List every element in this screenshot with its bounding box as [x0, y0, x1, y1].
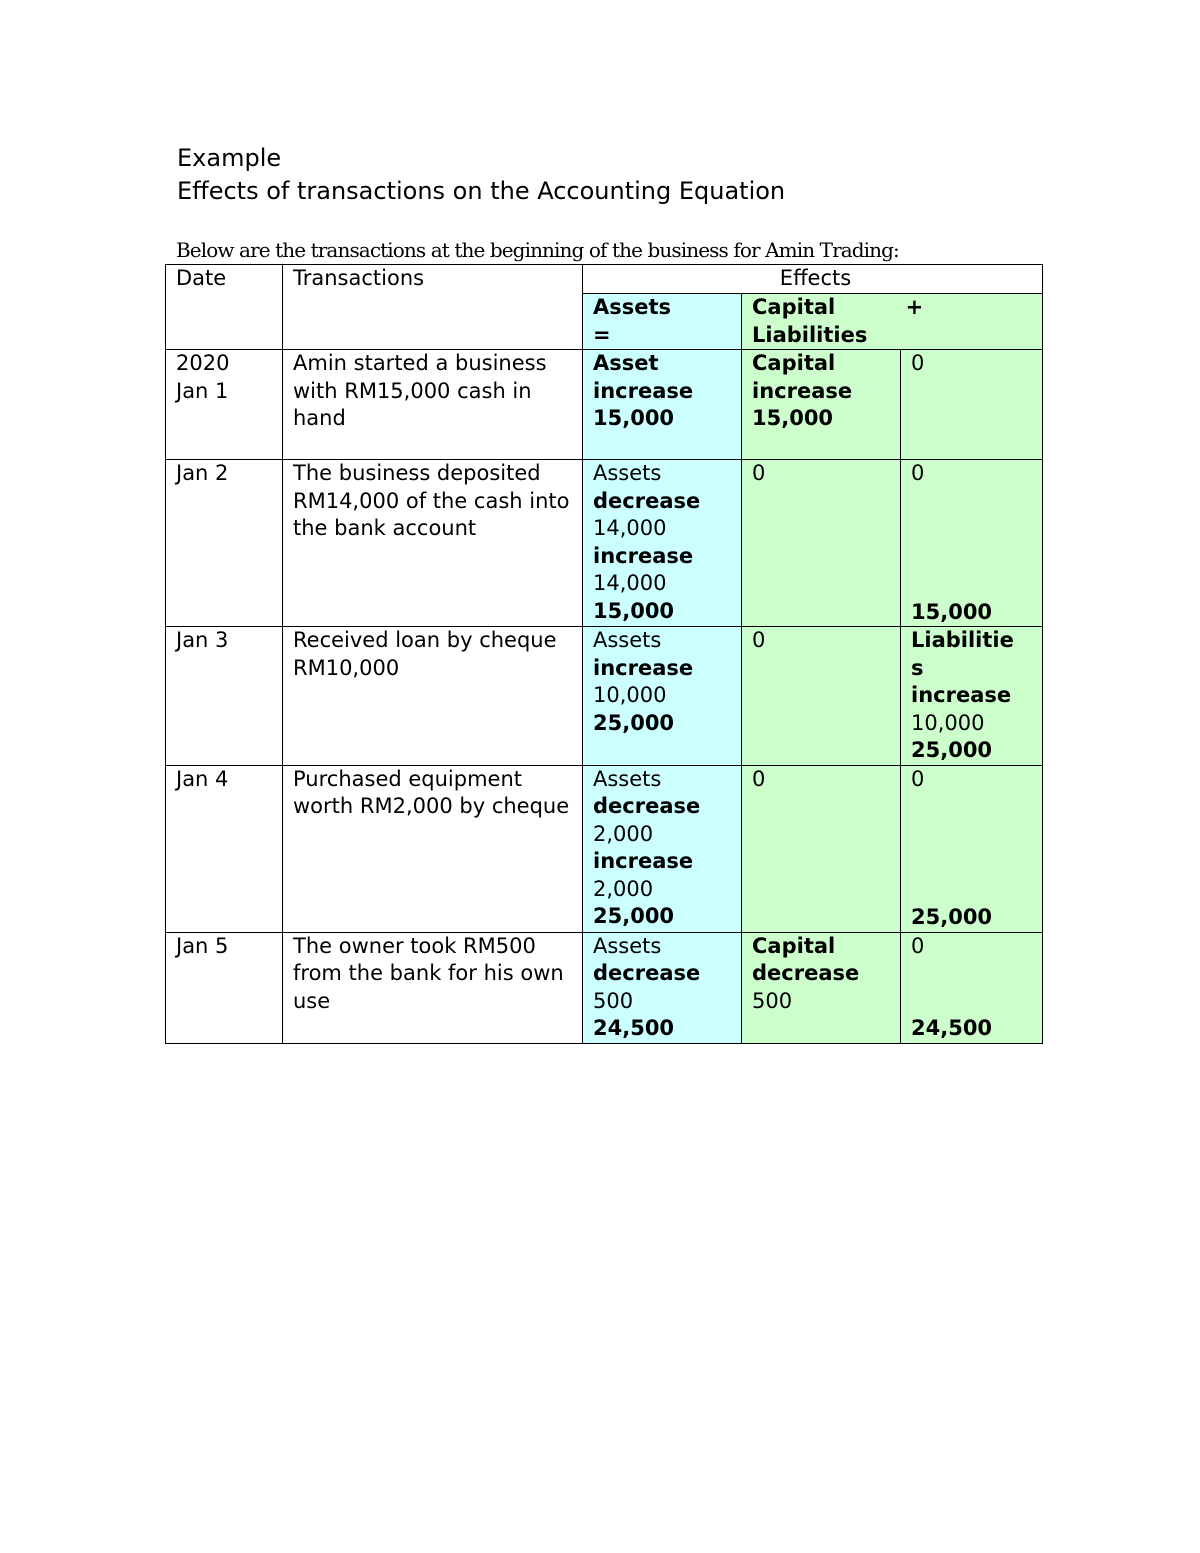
date-cell	[166, 765, 283, 932]
table-row	[166, 460, 1043, 627]
equity-total: 24,500	[911, 1016, 993, 1040]
date-day: Jan 2	[176, 461, 229, 485]
capital-line: Capital	[752, 933, 836, 958]
capital-cell	[742, 460, 901, 627]
assets-line: increase	[593, 543, 694, 568]
liabilities-line: 0	[911, 933, 925, 958]
liabilities-cell	[901, 627, 1043, 766]
liabilities-cell	[901, 350, 1043, 460]
header-capital-liabilities	[742, 294, 1043, 350]
liabilities-line: 0	[911, 351, 925, 375]
assets-line: increase	[593, 378, 694, 403]
assets-cell	[583, 932, 742, 1043]
assets-line: decrease	[593, 794, 701, 818]
date-day: Jan 5	[176, 933, 229, 958]
header-liabilities-label: Liabilities	[752, 322, 868, 347]
header-date: Date	[166, 265, 283, 350]
assets-line: Assets	[593, 766, 662, 791]
assets-line: 14,000	[593, 516, 667, 540]
assets-line: 14,000	[593, 571, 667, 595]
transaction-cell: The owner took RM500 from the bank for his own use	[283, 932, 583, 1043]
date-cell	[166, 350, 283, 460]
date-cell	[166, 627, 283, 766]
equity-total: 25,000	[911, 738, 993, 762]
assets-line: increase	[593, 655, 694, 680]
liabilities-line: increase	[911, 683, 1012, 707]
capital-cell	[742, 765, 901, 932]
table-row	[166, 627, 1043, 766]
assets-cell	[583, 765, 742, 932]
capital-line: increase	[752, 378, 853, 403]
transaction-cell: Received loan by cheque RM10,000	[283, 627, 583, 766]
assets-total: 25,000	[593, 904, 675, 928]
liabilities-line: s	[911, 655, 924, 680]
header-assets	[583, 294, 742, 350]
title-line-example: Example	[177, 144, 282, 172]
header-effects: Effects	[583, 265, 1043, 294]
equity-total: 15,000	[911, 599, 993, 624]
date-day: Jan 1	[176, 378, 229, 403]
capital-line: Capital	[752, 351, 836, 375]
assets-line: Assets	[593, 461, 662, 485]
transaction-cell: The business deposited RM14,000 of the cash into the bank account	[283, 460, 583, 627]
transaction-cell: Amin started a business with RM15,000 cash in hand	[283, 350, 583, 460]
capital-line: 0	[752, 766, 766, 791]
date-day: Jan 3	[176, 628, 229, 652]
header-plus-sign: +	[905, 295, 924, 319]
assets-cell	[583, 350, 742, 460]
assets-line: 2,000	[593, 876, 654, 901]
table-row	[166, 350, 1043, 460]
assets-line: 15,000	[593, 406, 675, 430]
assets-line: decrease	[593, 488, 701, 513]
liabilities-line: 0	[911, 766, 925, 791]
assets-cell	[583, 460, 742, 627]
page-title	[177, 142, 785, 208]
header-assets-label: Assets	[593, 295, 672, 319]
transaction-cell: Purchased equipment worth RM2,000 by cheque	[283, 765, 583, 932]
assets-line: Asset	[593, 351, 659, 375]
date-day: Jan 4	[176, 766, 229, 791]
table-row	[166, 765, 1043, 932]
capital-line: 500	[752, 988, 793, 1013]
assets-line: increase	[593, 849, 694, 873]
assets-total: 24,500	[593, 1016, 675, 1040]
assets-line: Assets	[593, 628, 662, 652]
date-cell	[166, 460, 283, 627]
header-transactions: Transactions	[283, 265, 583, 350]
assets-line: 500	[593, 988, 634, 1013]
assets-line: decrease	[593, 961, 701, 985]
equity-total: 25,000	[911, 905, 993, 929]
capital-line: decrease	[752, 961, 860, 985]
title-line-subject: Effects of transactions on the Accounting Equation	[177, 177, 786, 205]
assets-cell	[583, 627, 742, 766]
capital-cell	[742, 627, 901, 766]
capital-line: 0	[752, 628, 766, 652]
liabilities-line: Liabilitie	[911, 628, 1014, 652]
date-year: 2020	[176, 351, 230, 375]
liabilities-cell	[901, 765, 1043, 932]
header-capital-label: Capital	[752, 295, 836, 319]
liabilities-line: 10,000	[911, 710, 985, 735]
capital-line: 15,000	[752, 406, 834, 430]
table-row	[166, 932, 1043, 1043]
header-row-top	[166, 265, 1043, 294]
transactions-table	[165, 264, 1043, 1044]
liabilities-line: 0	[911, 461, 925, 485]
assets-line: 2,000	[593, 821, 654, 846]
capital-cell	[742, 932, 901, 1043]
assets-total: 25,000	[593, 710, 675, 735]
assets-line: Assets	[593, 933, 662, 958]
capital-cell	[742, 350, 901, 460]
header-equals-sign: =	[593, 322, 611, 347]
liabilities-cell	[901, 932, 1043, 1043]
liabilities-cell	[901, 460, 1043, 627]
capital-line: 0	[752, 461, 766, 485]
date-cell	[166, 932, 283, 1043]
assets-total: 15,000	[593, 598, 675, 623]
assets-line: 10,000	[593, 683, 667, 707]
intro-text: Below are the transactions at the beginning of the business for Amin Trading:	[176, 238, 899, 262]
